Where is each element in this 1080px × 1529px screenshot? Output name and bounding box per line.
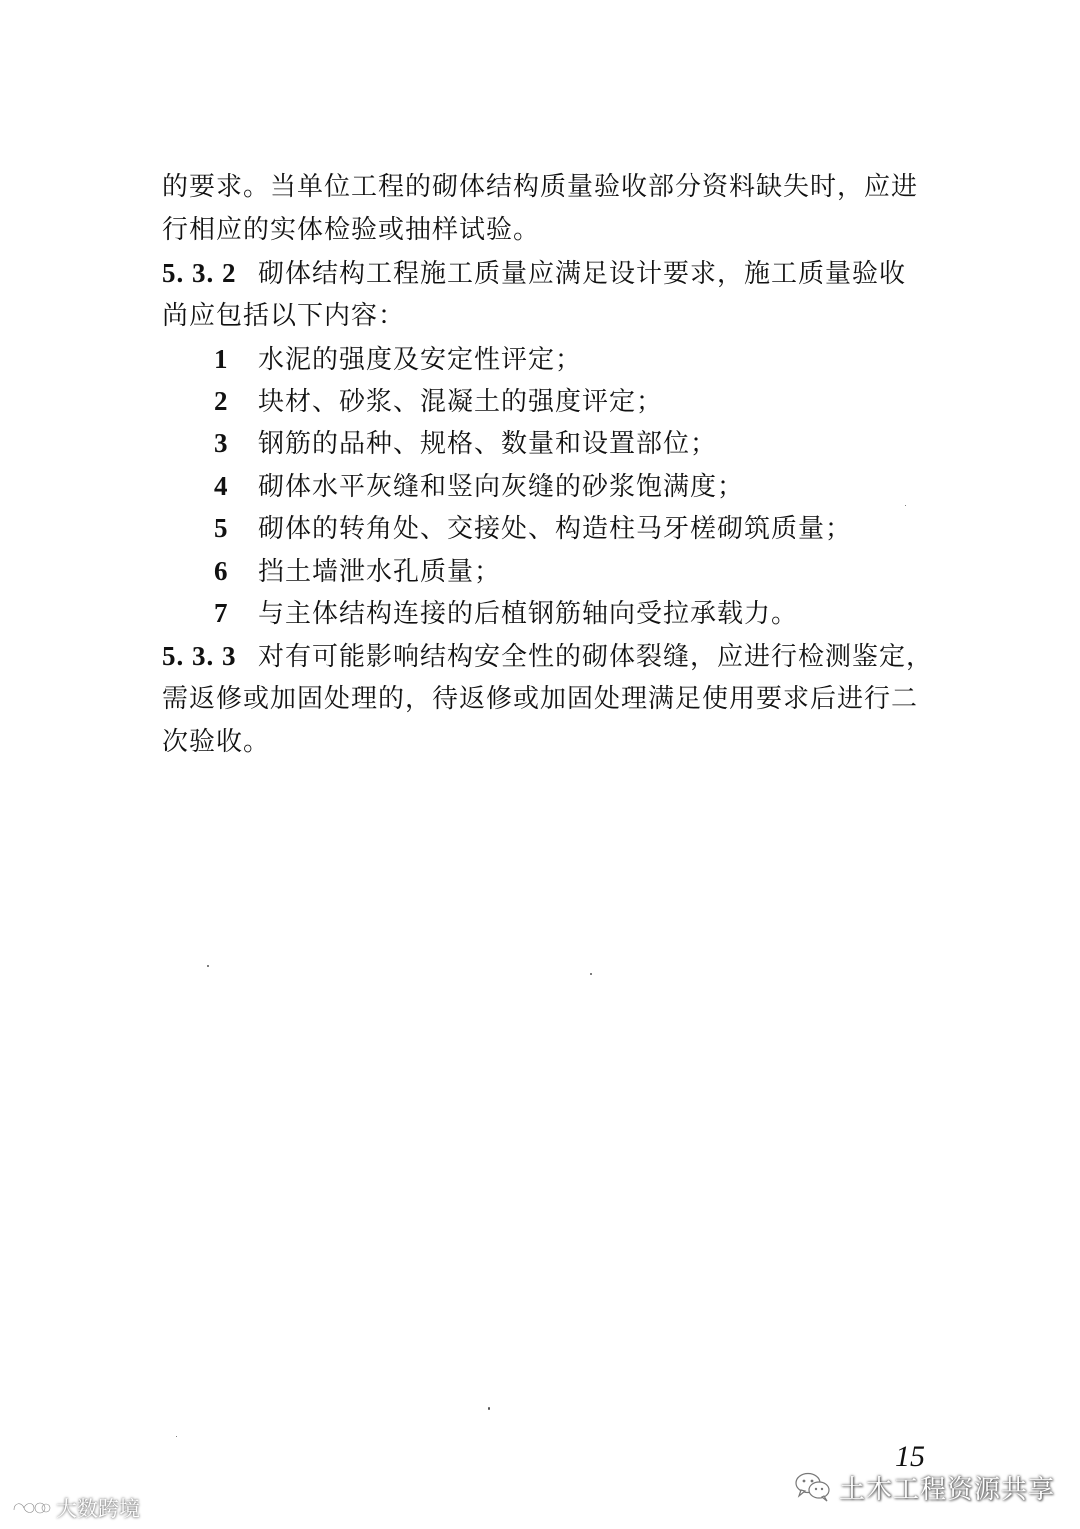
scan-speck bbox=[488, 1407, 490, 1410]
list-item-4 bbox=[214, 465, 744, 508]
clause-5-3-2-line-2: 尚应包括以下内容： bbox=[162, 301, 406, 331]
item-text: 挡土墙泄水孔质量； bbox=[258, 557, 502, 587]
clause-text: 对有可能影响结构安全性的砌体裂缝，应进行检测鉴定， bbox=[258, 642, 934, 672]
item-text: 砌体水平灰缝和竖向灰缝的砂浆饱满度； bbox=[258, 472, 745, 502]
item-number: 1 bbox=[214, 344, 229, 374]
item-text: 块材、砂浆、混凝土的强度评定； bbox=[258, 387, 664, 417]
clause-number: 5. 3. 3 bbox=[162, 641, 237, 671]
list-item-1 bbox=[214, 338, 582, 381]
scan-speck bbox=[905, 505, 906, 506]
item-number: 7 bbox=[214, 598, 229, 628]
scan-speck bbox=[176, 1436, 177, 1437]
list-item-5 bbox=[214, 507, 852, 550]
intro-line-1: 的要求。当单位工程的砌体结构质量验收部分资料缺失时，应进 bbox=[162, 172, 919, 202]
list-item-3 bbox=[214, 422, 717, 465]
item-number: 4 bbox=[214, 471, 229, 501]
item-text: 与主体结构连接的后植钢筋轴向受拉承载力。 bbox=[258, 599, 799, 629]
list-item-2 bbox=[214, 380, 663, 423]
scan-speck bbox=[207, 965, 209, 967]
watermark-right bbox=[793, 1469, 1055, 1505]
item-number: 5 bbox=[214, 513, 229, 543]
list-item-6 bbox=[214, 550, 501, 593]
clause-5-3-2-line-1 bbox=[162, 252, 952, 295]
item-text: 钢筋的品种、规格、数量和设置部位； bbox=[258, 429, 718, 459]
watermark-left-text: 大数跨境 bbox=[56, 1497, 140, 1521]
list-item-7 bbox=[214, 592, 798, 635]
scan-speck bbox=[590, 973, 592, 975]
watermark-left bbox=[8, 1494, 140, 1522]
item-text: 水泥的强度及安定性评定； bbox=[258, 345, 583, 375]
intro-line-2: 行相应的实体检验或抽样试验。 bbox=[162, 215, 541, 245]
page-number: 15 bbox=[895, 1440, 925, 1473]
infinity-logo-icon bbox=[8, 1496, 52, 1520]
wechat-icon bbox=[793, 1470, 833, 1504]
clause-5-3-3-line-3: 次验收。 bbox=[162, 727, 271, 757]
item-text: 砌体的转角处、交接处、构造柱马牙槎砌筑质量； bbox=[258, 514, 853, 544]
item-number: 2 bbox=[214, 386, 229, 416]
clause-5-3-3-line-2: 需返修或加固处理的，待返修或加固处理满足使用要求后进行二 bbox=[162, 684, 919, 714]
watermark-right-text: 土木工程资源共享 bbox=[839, 1474, 1056, 1505]
clause-number: 5. 3. 2 bbox=[162, 258, 237, 288]
item-number: 3 bbox=[214, 428, 229, 458]
clause-5-3-3-line-1 bbox=[162, 635, 952, 678]
item-number: 6 bbox=[214, 556, 229, 586]
clause-text: 砌体结构工程施工质量应满足设计要求，施工质量验收 bbox=[258, 259, 907, 289]
